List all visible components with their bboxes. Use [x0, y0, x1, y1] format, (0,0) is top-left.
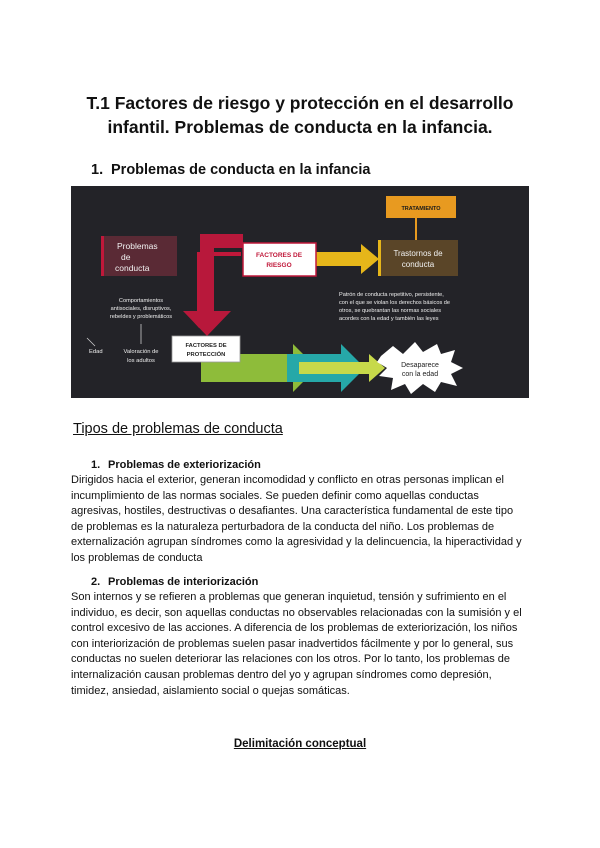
item2-line: individuo, es decir, son aquellas conductas no observables relacionadas con la sumisión y el [71, 606, 522, 619]
item2-number: 2. [91, 576, 101, 588]
item1-paragraph [71, 473, 541, 567]
problemas-label-2: de [121, 252, 131, 262]
pattern-line-1: Patrón de conducta repetitivo, persistente, [339, 292, 444, 298]
age-label: Edad [89, 349, 103, 355]
item2-paragraph [71, 590, 541, 699]
behaviour-line-1: Comportamientos [118, 298, 164, 304]
types-subtitle: Tipos de problemas de conducta [73, 421, 283, 437]
pattern-line-2: con el que se violan los derechos básicos de [339, 300, 451, 306]
pattern-line-4: acordes con la edad y también las leyes [339, 316, 439, 322]
item2-line: internalización causan problemas dentro del yo y agrupan síndromes como depresión, [71, 668, 492, 681]
item1-line: Dirigidos hacia el exterior, generan incomodidad y conflicto en otras personas implican el [71, 474, 504, 486]
valuation-line-1: Valoración de [123, 349, 159, 355]
disorder-label-1: Trastornos de [393, 249, 443, 258]
item1-number: 1. [91, 459, 101, 471]
disappears-line-2: con la edad [401, 371, 439, 378]
problemas-label-3: conducta [115, 263, 150, 273]
title-line-1: T.1 Factores de riesgo y protección en el desarrollo [86, 93, 514, 113]
treatment-label: TRATAMIENTO [401, 206, 441, 212]
risk-label-1: FACTORES DE [255, 252, 303, 259]
item2-line: conductas no suelen deteriorar las relaciones con los otros. Por lo tanto, los problemas de [71, 653, 511, 666]
behaviour-line-2: antisociales, disruptivos, [110, 306, 172, 312]
problemas-label-1: Problemas [117, 241, 158, 251]
pattern-line-3: otros, se quebrantan las normas sociales [339, 308, 441, 314]
item1-line: de problemas es la naturaleza perturbadora de la conducta del niño. Los problemas de [71, 520, 495, 533]
behaviour-line-3: rebeldes y problemáticos [109, 314, 173, 320]
item2-title: Problemas de interiorización [108, 576, 259, 588]
item2-heading [91, 576, 258, 588]
item1-title: Problemas de exteriorización [108, 459, 261, 471]
disorder-label-2: conducta [401, 260, 435, 269]
risk-label-2: RIESGO [266, 262, 292, 269]
document-title [40, 91, 560, 139]
protection-label-1: FACTORES DE [185, 343, 227, 349]
item2-line: Son internos y se refieren a problemas que generan inquietud, tensión y sufrimiento en el [71, 591, 507, 603]
item1-heading [91, 459, 261, 471]
title-line-2: infantil. Problemas de conducta en la infancia. [107, 117, 493, 137]
section-heading [91, 162, 370, 178]
disappears-line-1: Desaparece [401, 362, 439, 369]
item2-line: control excesivo de las acciones. A diferencia de los problemas de exteriorización, los niños [71, 622, 518, 635]
conduct-diagram [71, 186, 529, 398]
section-number: 1. [91, 162, 104, 178]
item1-line: agresivas, hostiles, destructivas o desafiantes. Una característica fundamental de este tipo [71, 505, 514, 518]
item1-line: externalización agrupan síndromes como la agresividad y la delincuencia, la hiperactividad y [71, 536, 522, 549]
protection-label-2: PROTECCIÓN [186, 352, 226, 358]
conceptual-heading: Delimitación conceptual [233, 738, 367, 750]
item2-line: con interiorización de problemas suelen pasar inadvertidos fácilmente y por lo general, sus [71, 637, 514, 650]
section-title: Problemas de conducta en la infancia [111, 162, 371, 178]
valuation-line-2: los adultos [127, 358, 155, 364]
item2-line: timidez, ansiedad, aislamiento social o quejas somáticas. [71, 684, 350, 697]
item1-line: incumplimiento de las normas sociales. Se pueden definir como aquellas conductas [71, 489, 479, 502]
item1-line: los problemas de conducta [71, 551, 203, 564]
